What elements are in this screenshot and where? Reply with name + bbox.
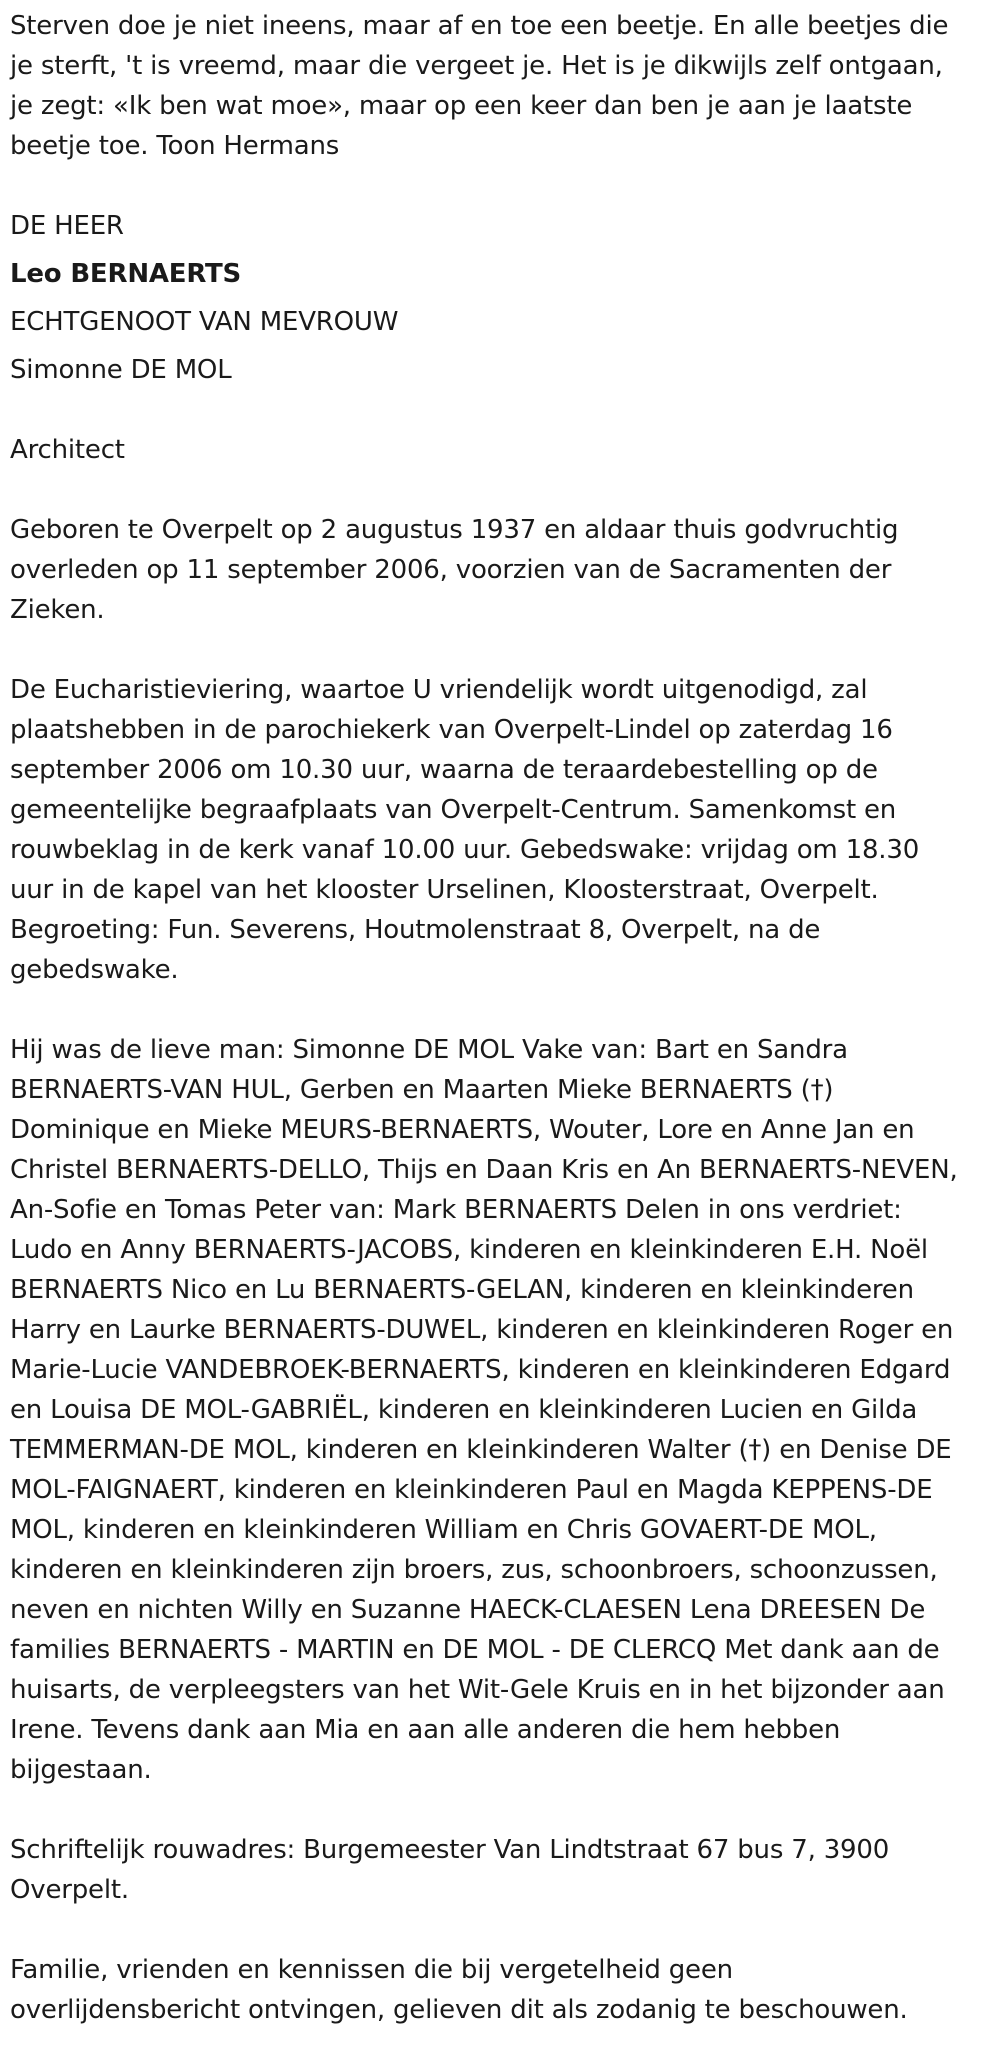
closing-paragraph: Familie, vrienden en kennissen die bij vergetelheid geen overlijdensbericht ontvingen, gelieven dit als zodanig te beschouwen. xyxy=(10,1955,908,2025)
spouse-relation: ECHTGENOOT VAN MEVROUW xyxy=(10,307,399,337)
birth-death-paragraph: Geboren te Overpelt op 2 augustus 1937 en aldaar thuis godvruchtig overleden op 11 september 2006, voorzien van de Sacramenten der Zieken. xyxy=(10,515,899,625)
deceased-heading xyxy=(10,206,970,390)
honorific: DE HEER xyxy=(10,211,124,241)
address-paragraph: Schriftelijk rouwadres: Burgemeester Van Lindtstraat 67 bus 7, 3900 Overpelt. xyxy=(10,1835,890,1905)
spouse-name: Simonne DE MOL xyxy=(10,355,232,385)
deceased-name: Leo BERNAERTS xyxy=(10,259,242,289)
opening-quote: Sterven doe je niet ineens, maar af en toe een beetje. En alle beetjes die je sterft, 't is vreemd, maar die vergeet je. Het is je dikwijls zelf ontgaan, je zegt: «Ik ben wat moe», maar op een keer dan ben je aan je laatste beetje toe. Toon Hermans xyxy=(10,11,949,161)
ceremony-paragraph: De Eucharistieviering, waartoe U vriendelijk wordt uitgenodigd, zal plaatshebben in de parochiekerk van Overpelt-Lindel op zaterdag 16 september 2006 om 10.30 uur, waarna de teraardebestelling op de gemeentelijke begraafplaats van Overpelt-Centrum. Samenkomst en rouwbeklag in de kerk vanaf 10.00 uur. Gebedswake: vrijdag om 18.30 uur in de kapel van het klooster Urselinen, Kloosterstraat, Overpelt. Begroeting: Fun. Severens, Houtmolenstraat 8, Overpelt, na de gebedswake. xyxy=(10,675,920,985)
profession: Architect xyxy=(10,435,125,465)
family-paragraph: Hij was de lieve man: Simonne DE MOL Vake van: Bart en Sandra BERNAERTS-VAN HUL, Gerben en Maarten Mieke BERNAERTS (†) Dominique en Mieke MEURS-BERNAERTS, Wouter, Lore en Anne Jan en Christel BERNAERTS-DELLO, Thijs en Daan Kris en An BERNAERTS-NEVEN, An-Sofie en Tomas Peter van: Mark BERNAERTS Delen in ons verdriet: Ludo en Anny BERNAERTS-JACOBS, kinderen en kleinkinderen E.H. Noël BERNAERTS Nico en Lu BERNAERTS-GELAN, kinderen en kleinkinderen Harry en Laurke BERNAERTS-DUWEL, kinderen en kleinkinderen Roger en Marie-Lucie VANDEBROEK-BERNAERTS, kinderen en kleinkinderen Edgard en Louisa DE MOL-GABRIËL, kinderen en kleinkinderen Lucien en Gilda TEMMERMAN-DE MOL, kinderen en kleinkinderen Walter (†) en Denise DE MOL-FAIGNAERT, kinderen en kleinkinderen Paul en Magda KEPPENS-DE MOL, kinderen en kleinkinderen William en Chris GOVAERT-DE MOL, kinderen en kleinkinderen zijn broers, zus, schoonbroers, schoonzussen, neven en nichten Willy en Suzanne HAECK-CLAESEN Lena DREESEN De families BERNAERTS - MARTIN en DE MOL - DE CLERCQ Met dank aan de huisarts, de verpleegsters van het Wit-Gele Kruis en in het bijzonder aan Irene. Tevens dank aan Mia en aan alle anderen die hem hebben bijgestaan. xyxy=(10,1035,958,1785)
